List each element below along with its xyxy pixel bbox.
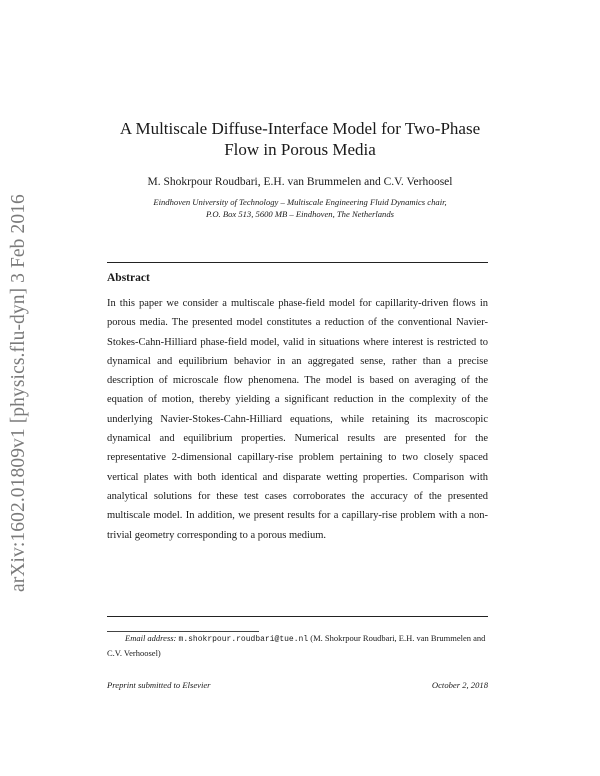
title-line-2: Flow in Porous Media xyxy=(224,140,376,159)
footer-preprint-note: Preprint submitted to Elsevier xyxy=(107,680,211,690)
arxiv-stamp: arXiv:1602.01809v1 [physics.flu-dyn] 3 Feb 2016 xyxy=(8,194,29,592)
footnote xyxy=(107,632,488,660)
footnote-authors: (M. Shokrpour Roudbari, E.H. van Brummelen and C.V. Verhoosel) xyxy=(107,633,486,658)
footer-date: October 2, 2018 xyxy=(431,680,488,690)
paper-title xyxy=(100,118,500,160)
page-footer xyxy=(107,680,488,690)
abstract-top-rule xyxy=(107,262,488,263)
title-line-1: A Multiscale Diffuse-Interface Model for Two-Phase xyxy=(119,119,481,138)
abstract-bottom-rule xyxy=(107,616,488,617)
email-link[interactable]: m.shokrpour.roudbari@tue.nl xyxy=(178,635,309,644)
affiliation-line-1: Eindhoven University of Technology – Multiscale Engineering Fluid Dynamics chair, xyxy=(153,197,447,207)
footnote-label: Email address: xyxy=(125,633,177,643)
abstract-body: In this paper we consider a multiscale phase-field model for capillarity-driven flows in porous media. The presented model constitutes a reduction of the conventional Navier-Stokes-Cahn-Hilliard phase-field model, valid in situations where interest is restricted to dynamical and equilibrium behavior in an aggregated sense, rather than a precise description of microscale flow phenomena. The model is based on averaging of the equation of motion, thereby yielding a significant reduction in the complexity of the underlying Navier-Stokes-Cahn-Hilliard equations, while retaining its macroscopic dynamical and equilibrium properties. Numerical results are presented for the representative 2-dimensional capillary-rise problem pertaining to two closely spaced vertical plates with both identical and disparate wetting properties. Comparison with analytical solutions for these test cases corroborates the accuracy of the presented multiscale model. In addition, we present results for a capillary-rise problem with a non-trivial geometry corresponding to a porous medium. xyxy=(107,298,488,541)
affiliation xyxy=(100,196,500,220)
affiliation-line-2: P.O. Box 513, 5600 MB – Eindhoven, The Netherlands xyxy=(206,209,394,219)
abstract-heading: Abstract xyxy=(107,272,150,284)
author-list: M. Shokrpour Roudbari, E.H. van Brummelen and C.V. Verhoosel xyxy=(147,176,453,188)
